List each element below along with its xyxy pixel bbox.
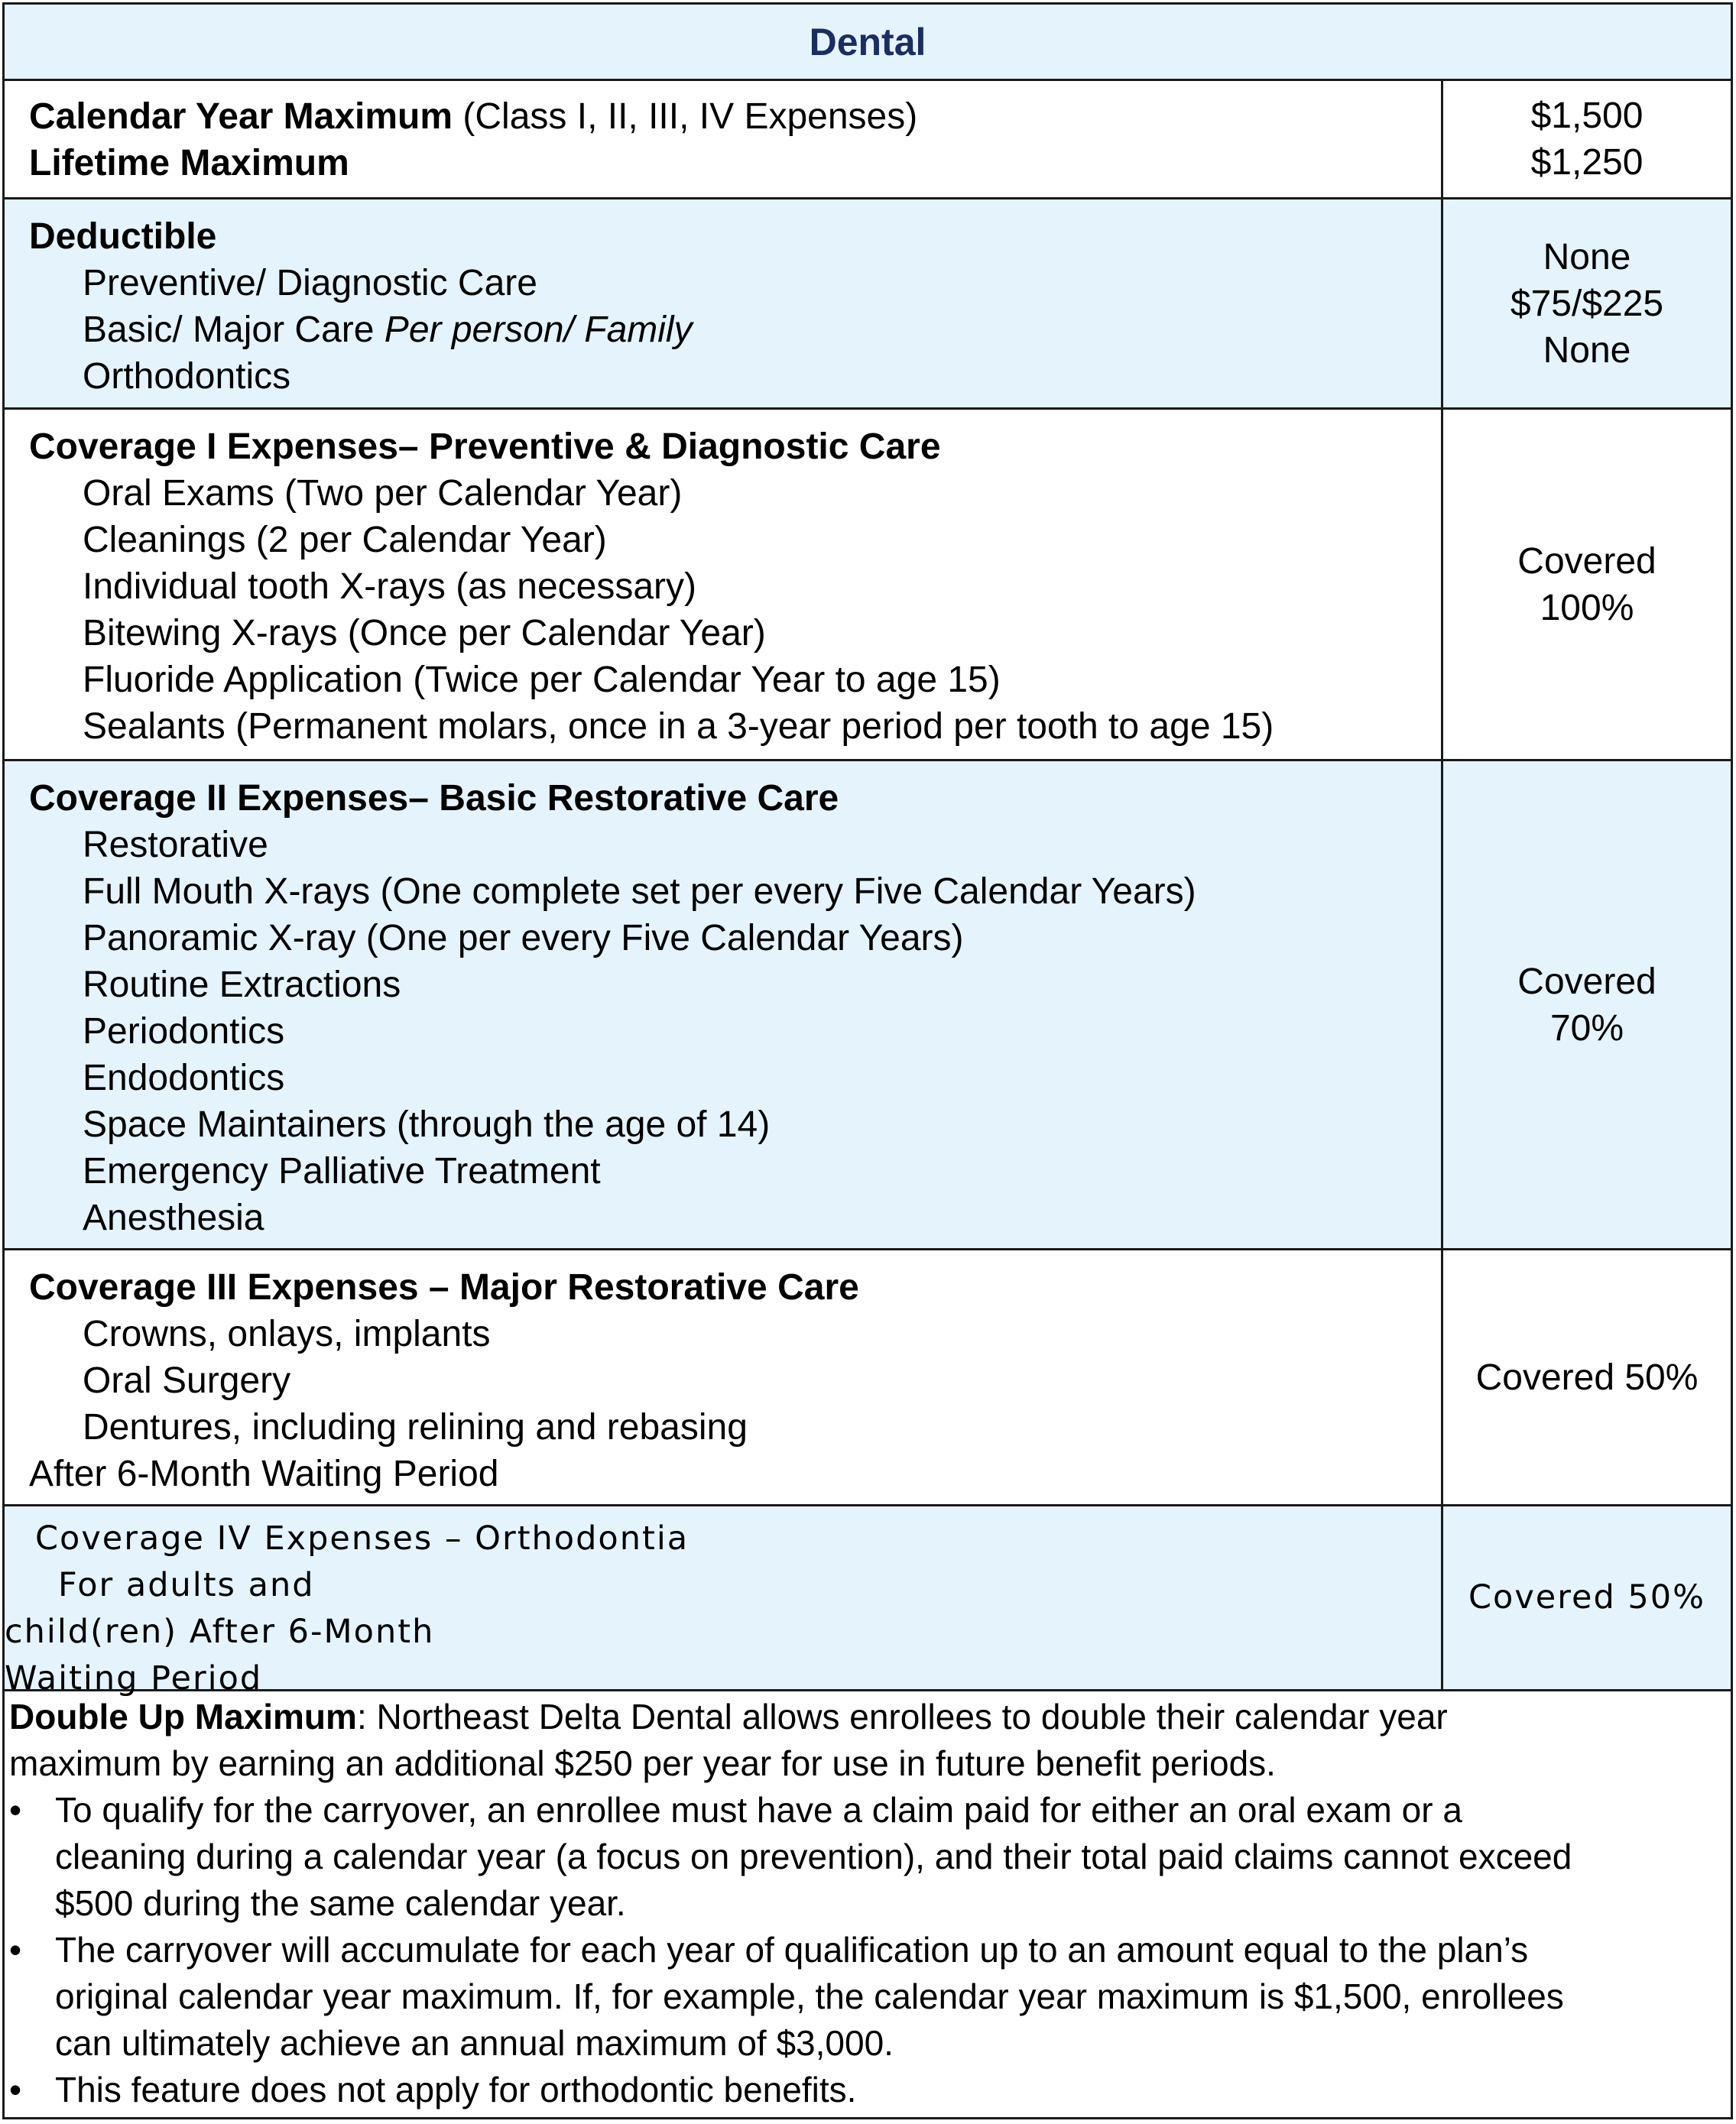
bullet-line: This feature does not apply for orthodontic benefits. bbox=[55, 2070, 857, 2109]
bullet-item bbox=[9, 1787, 1723, 1927]
coverage-1-title: Coverage I Expenses– Preventive & Diagnostic Care bbox=[29, 426, 941, 467]
bullet-icon: • bbox=[9, 1930, 22, 1970]
bullet-icon: • bbox=[9, 2070, 22, 2109]
coverage-3-value: Covered 50% bbox=[1475, 1357, 1699, 1398]
coverage-item: Periodontics bbox=[83, 1011, 285, 1052]
bullet-line: cleaning during a calendar year (a focus on prevention), and their total paid claims cannot exceed bbox=[55, 1837, 1572, 1876]
calendar-year-max-value: $1,500 bbox=[1530, 96, 1644, 136]
deductible-per-person-note: Per person/ Family bbox=[384, 310, 693, 350]
table-header bbox=[5, 5, 1731, 81]
coverage-item: Space Maintainers (through the age of 14) bbox=[83, 1104, 771, 1145]
lifetime-max-label: Lifetime Maximum bbox=[29, 143, 349, 183]
coverage-item: Restorative bbox=[83, 825, 268, 865]
coverage-3-waiting-note: After 6-Month Waiting Period bbox=[29, 1454, 499, 1494]
double-up-label: Double Up Maximum bbox=[9, 1697, 357, 1736]
coverage-1-row bbox=[5, 410, 1731, 761]
deductible-basic-major-label: Basic/ Major Care bbox=[83, 310, 375, 350]
coverage-2-value: Covered bbox=[1517, 961, 1657, 1002]
coverage-2-row bbox=[5, 761, 1731, 1250]
coverage-item: Crowns, onlays, implants bbox=[83, 1314, 491, 1354]
coverage-2-percent: 70% bbox=[1549, 1007, 1624, 1049]
bullet-line: $500 during the same calendar year. bbox=[55, 1883, 626, 1923]
coverage-item: Anesthesia bbox=[83, 1198, 264, 1238]
bullet-line: can ultimately achieve an annual maximum of $3,000. bbox=[55, 2023, 894, 2063]
deductible-item: Orthodontics bbox=[83, 356, 291, 397]
coverage-3-row bbox=[5, 1250, 1731, 1506]
coverage-item: Full Mouth X-rays (One complete set per every Five Calendar Years) bbox=[83, 871, 1196, 912]
bullet-line: The carryover will accumulate for each year of qualification up to an amount equal to the plan’s bbox=[55, 1930, 1529, 1970]
coverage-4-row bbox=[5, 1506, 1731, 1698]
lifetime-max-value: $1,250 bbox=[1530, 142, 1644, 183]
coverage-item: Individual tooth X-rays (as necessary) bbox=[83, 566, 697, 607]
deductible-value: None bbox=[1543, 236, 1631, 277]
coverage-item: Routine Extractions bbox=[83, 965, 401, 1005]
double-up-intro: : Northeast Delta Dental allows enrollees to double their calendar year bbox=[356, 1697, 1448, 1736]
deductible-value: $75/$225 bbox=[1510, 283, 1664, 324]
coverage-3-title: Coverage III Expenses – Major Restorative Care bbox=[29, 1267, 859, 1308]
bullet-item bbox=[9, 1927, 1723, 2067]
coverage-item: Bitewing X-rays (Once per Calendar Year) bbox=[83, 613, 766, 653]
deductible-title: Deductible bbox=[29, 216, 217, 257]
coverage-4-value: Covered 50% bbox=[1468, 1578, 1705, 1617]
deductible-row bbox=[5, 199, 1731, 410]
maximums-row bbox=[5, 81, 1731, 199]
double-up-section bbox=[9, 1694, 1723, 2113]
calendar-year-max-note: (Class I, II, III, IV Expenses) bbox=[462, 96, 918, 137]
bullet-icon: • bbox=[9, 1790, 22, 1830]
deductible-item: Preventive/ Diagnostic Care bbox=[83, 263, 537, 303]
coverage-item: Fluoride Application (Twice per Calendar Year to age 15) bbox=[83, 660, 1001, 700]
coverage-item: Endodontics bbox=[83, 1058, 285, 1098]
coverage-1-percent: 100% bbox=[1540, 587, 1634, 628]
dental-table bbox=[2, 2, 1733, 2119]
coverage-item: Dentures, including relining and rebasing bbox=[83, 1407, 748, 1448]
coverage-4-line: child(ren) After 6-Month bbox=[5, 1613, 435, 1651]
coverage-item: Emergency Palliative Treatment bbox=[83, 1151, 601, 1192]
bullet-line: original calendar year maximum. If, for example, the calendar year maximum is $1,500, enrollees bbox=[55, 1976, 1564, 2016]
coverage-item: Cleanings (2 per Calendar Year) bbox=[83, 520, 607, 560]
deductible-item bbox=[29, 306, 1410, 353]
coverage-4-line: For adults and bbox=[58, 1566, 315, 1604]
double-up-intro-cont: maximum by earning an additional $250 per year for use in future benefit periods. bbox=[9, 1743, 1276, 1783]
coverage-item: Panoramic X-ray (One per every Five Calendar Years) bbox=[83, 918, 964, 958]
coverage-2-title: Coverage II Expenses– Basic Restorative Care bbox=[29, 778, 839, 819]
bullet-item bbox=[9, 2067, 1723, 2113]
coverage-item: Oral Exams (Two per Calendar Year) bbox=[83, 473, 683, 514]
bullet-line: To qualify for the carryover, an enrollee must have a claim paid for either an oral exam or a bbox=[55, 1790, 1462, 1830]
coverage-4-title: Coverage IV Expenses – Orthodontia bbox=[35, 1519, 690, 1558]
table-title: Dental bbox=[809, 20, 926, 63]
coverage-item: Sealants (Permanent molars, once in a 3-year period per tooth to age 15) bbox=[83, 706, 1274, 747]
calendar-year-max-label: Calendar Year Maximum bbox=[29, 96, 453, 137]
deductible-value: None bbox=[1543, 329, 1631, 371]
coverage-4-line: Waiting Period bbox=[5, 1659, 263, 1698]
coverage-1-value: Covered bbox=[1517, 540, 1657, 582]
coverage-item: Oral Surgery bbox=[83, 1360, 291, 1401]
